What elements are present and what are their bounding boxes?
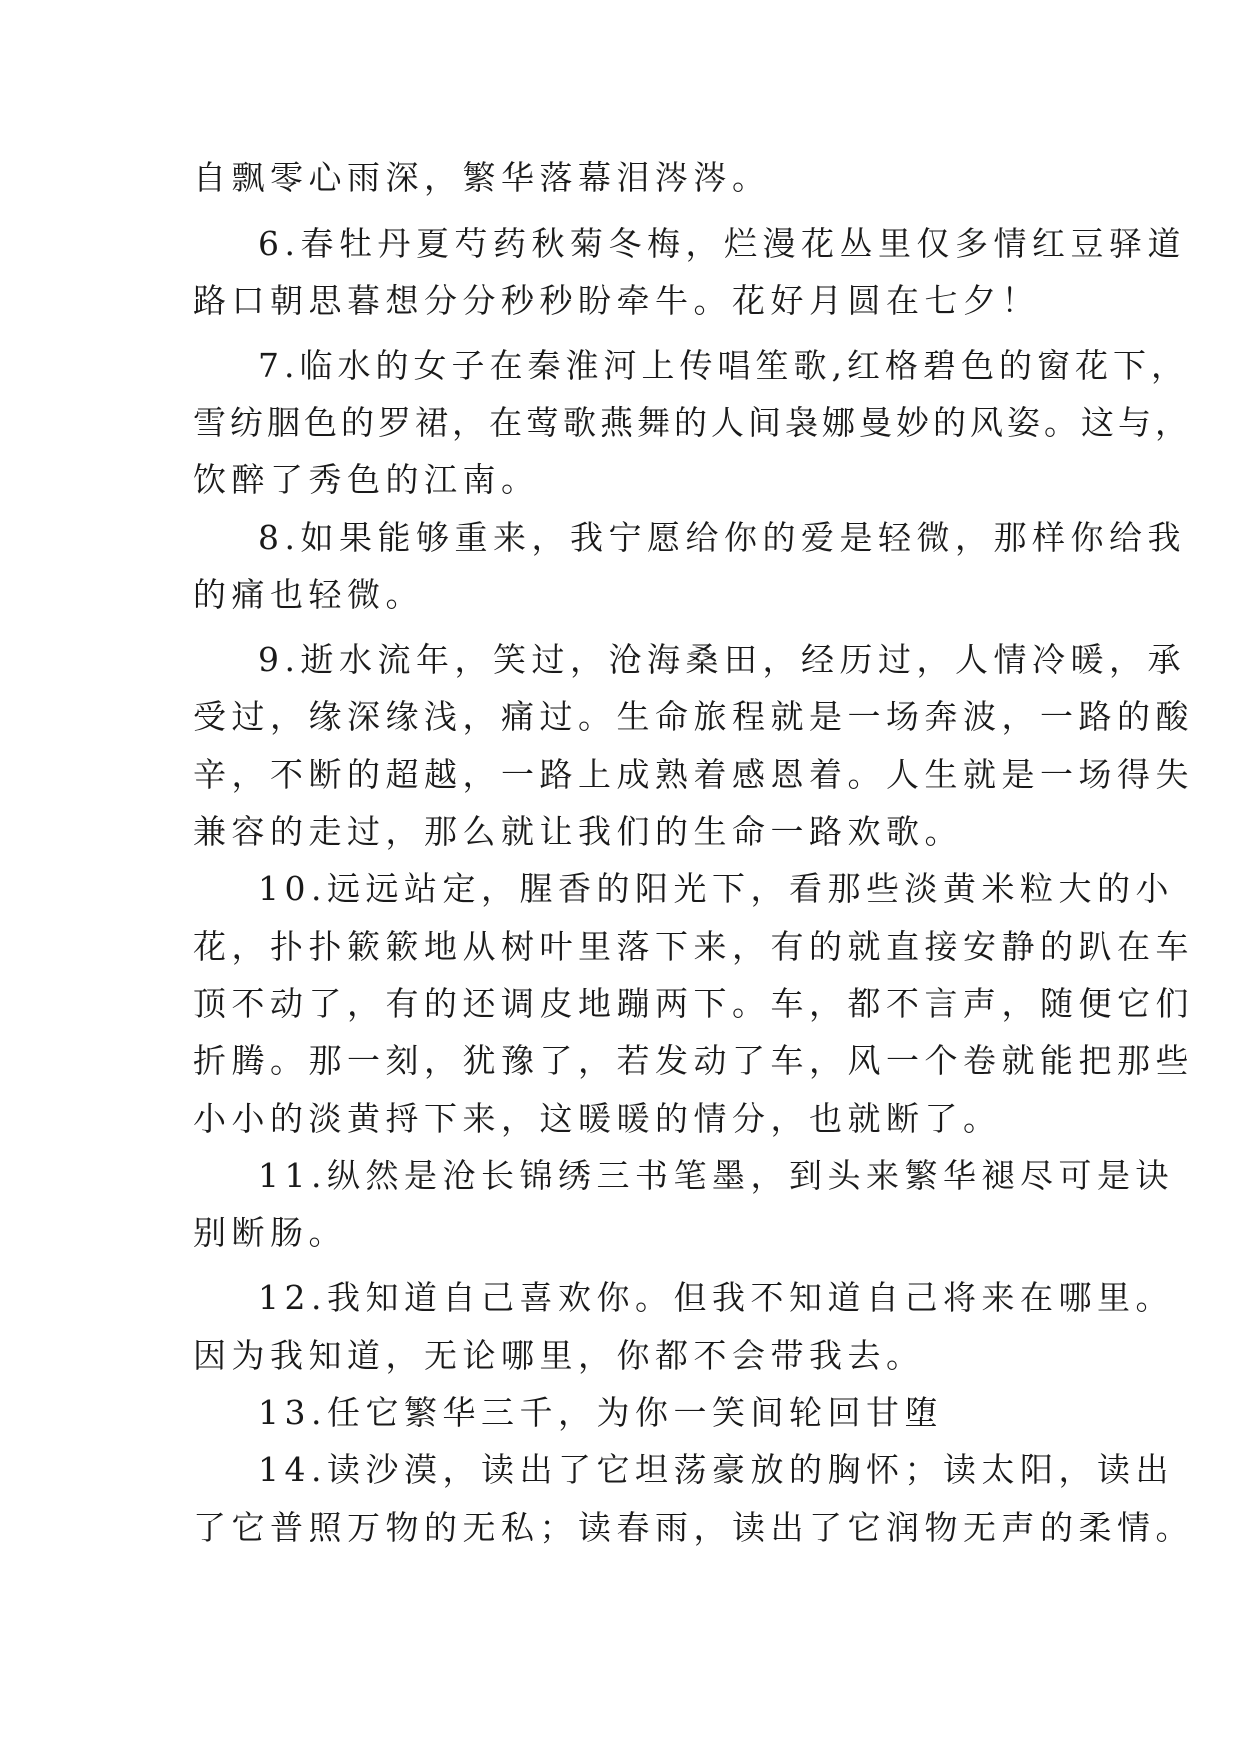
text-line: 11.纵然是沧长锦绣三书笔墨，到头来繁华褪尽可是诀 — [258, 1156, 1174, 1195]
text-line: 14.读沙漠，读出了它坦荡豪放的胸怀；读太阳，读出 — [258, 1450, 1174, 1489]
text-line: 辛，不断的超越，一路上成熟着感恩着。人生就是一场得失 — [193, 755, 1194, 794]
text-line: 因为我知道，无论哪里，你都不会带我去。 — [193, 1336, 925, 1375]
text-line: 8.如果能够重来，我宁愿给你的爱是轻微，那样你给我 — [258, 518, 1186, 557]
text-line: 小小的淡黄捋下来，这暖暖的情分，也就断了。 — [193, 1099, 1002, 1138]
text-line: 花，扑扑簌簌地从树叶里落下来，有的就直接安静的趴在车 — [193, 927, 1194, 966]
text-line: 6.春牡丹夏芍药秋菊冬梅，烂漫花丛里仅多情红豆驿道 — [258, 224, 1186, 263]
text-line: 了它普照万物的无私；读春雨，读出了它润物无声的柔情。 — [193, 1508, 1194, 1547]
text-line: 饮醉了秀色的江南。 — [193, 460, 540, 499]
text-line: 雪纺胭色的罗裙，在莺歌燕舞的人间袅娜曼妙的风姿。这与， — [193, 403, 1192, 442]
text-line: 10.远远站定，腥香的阳光下，看那些淡黄米粒大的小 — [258, 869, 1174, 908]
text-line: 的痛也轻微。 — [193, 575, 424, 614]
text-line: 自飘零心雨深，繁华落幕泪涔涔。 — [193, 158, 771, 197]
text-line: 折腾。那一刻，犹豫了，若发动了车，风一个卷就能把那些 — [193, 1041, 1194, 1080]
text-line: 路口朝思暮想分分秒秒盼牵牛。花好月圆在七夕！ — [193, 281, 1040, 320]
text-line: 别断肠。 — [193, 1213, 347, 1252]
text-line: 12.我知道自己喜欢你。但我不知道自己将来在哪里。 — [258, 1278, 1174, 1317]
text-line: 7.临水的女子在秦淮河上传唱笙歌,红格碧色的窗花下， — [258, 346, 1189, 385]
text-line: 顶不动了，有的还调皮地蹦两下。车，都不言声，随便它们 — [193, 984, 1194, 1023]
text-line: 13.任它繁华三千，为你一笑间轮回甘堕 — [258, 1393, 943, 1432]
text-line: 兼容的走过，那么就让我们的生命一路欢歌。 — [193, 812, 963, 851]
text-line: 受过，缘深缘浅，痛过。生命旅程就是一场奔波，一路的酸 — [193, 697, 1194, 736]
text-line: 9.逝水流年，笑过，沧海桑田，经历过，人情冷暖，承 — [258, 640, 1186, 679]
